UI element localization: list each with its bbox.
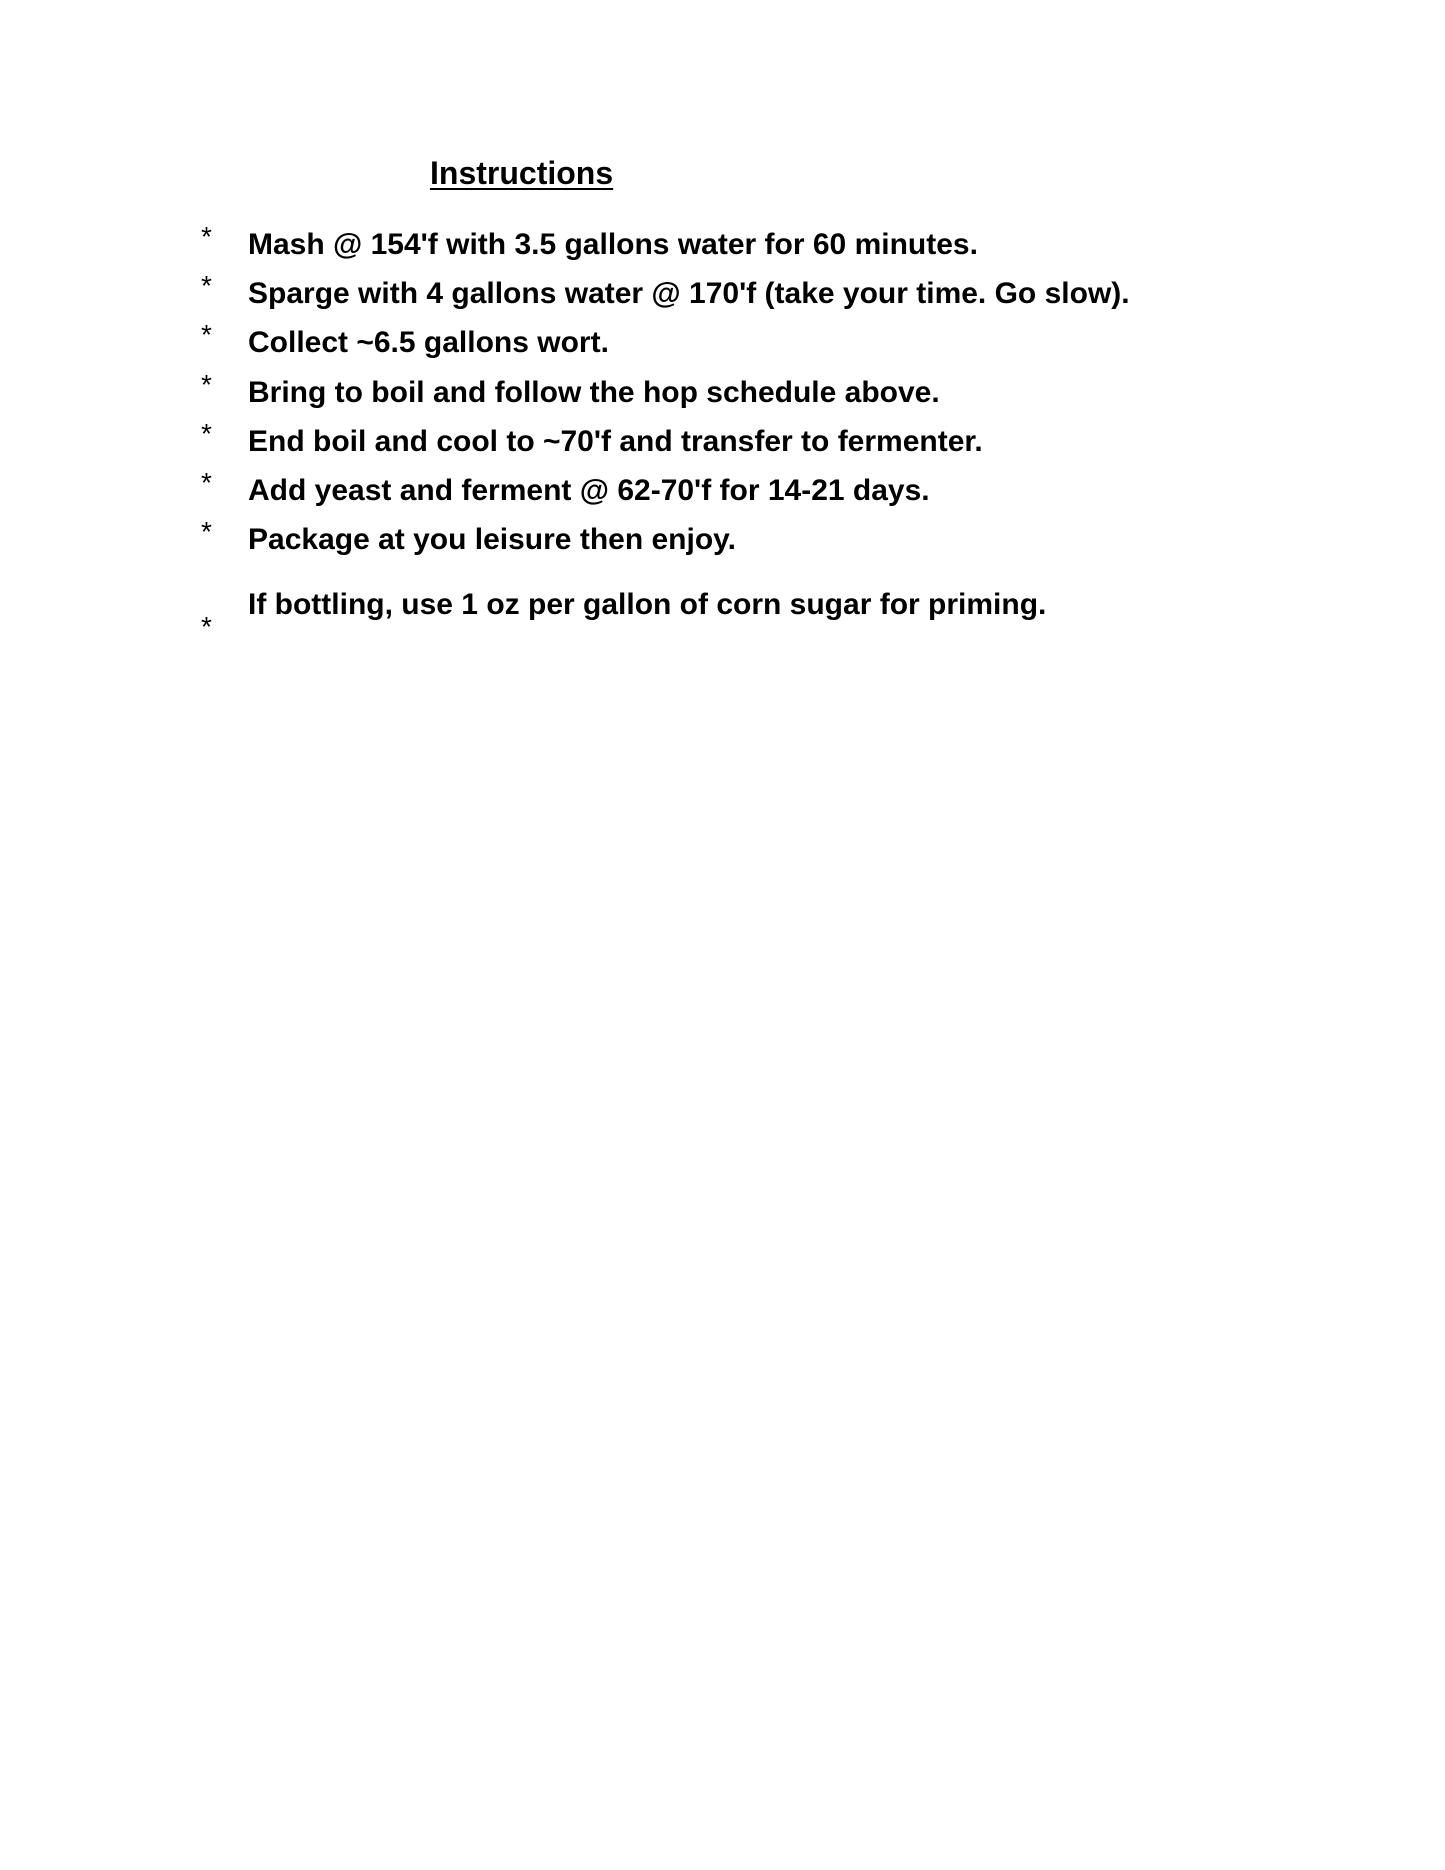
list-item xyxy=(0,516,1445,566)
step-text: Mash @ 154'f with 3.5 gallons water for 60 minutes. xyxy=(248,228,978,261)
step-text: End boil and cool to ~70'f and transfer to fermenter. xyxy=(248,425,983,458)
list-item xyxy=(0,270,1445,320)
list-item xyxy=(0,369,1445,419)
asterisk-bullet-icon: * xyxy=(201,319,212,350)
list-item xyxy=(0,221,1445,271)
instructions-heading: Instructions xyxy=(430,155,614,191)
step-text: Add yeast and ferment @ 62-70'f for 14-21 days. xyxy=(248,474,930,507)
asterisk-bullet-icon: * xyxy=(201,270,212,301)
list-item xyxy=(0,467,1445,517)
step-text: Sparge with 4 gallons water @ 170'f (take your time. Go slow). xyxy=(248,277,1130,310)
asterisk-bullet-icon: * xyxy=(201,418,212,449)
list-item xyxy=(0,587,1445,642)
list-item xyxy=(0,319,1445,369)
step-text: If bottling, use 1 oz per gallon of corn sugar for priming. xyxy=(248,588,1047,621)
step-text: Bring to boil and follow the hop schedule above. xyxy=(248,376,940,409)
list-item xyxy=(0,418,1445,468)
asterisk-bullet-icon: * xyxy=(201,467,212,498)
asterisk-bullet-icon: * xyxy=(201,516,212,547)
asterisk-bullet-icon: * xyxy=(201,369,212,400)
asterisk-bullet-icon: * xyxy=(201,611,212,642)
asterisk-bullet-icon: * xyxy=(201,221,212,252)
step-text: Package at you leisure then enjoy. xyxy=(248,523,736,556)
step-text: Collect ~6.5 gallons wort. xyxy=(248,326,609,359)
